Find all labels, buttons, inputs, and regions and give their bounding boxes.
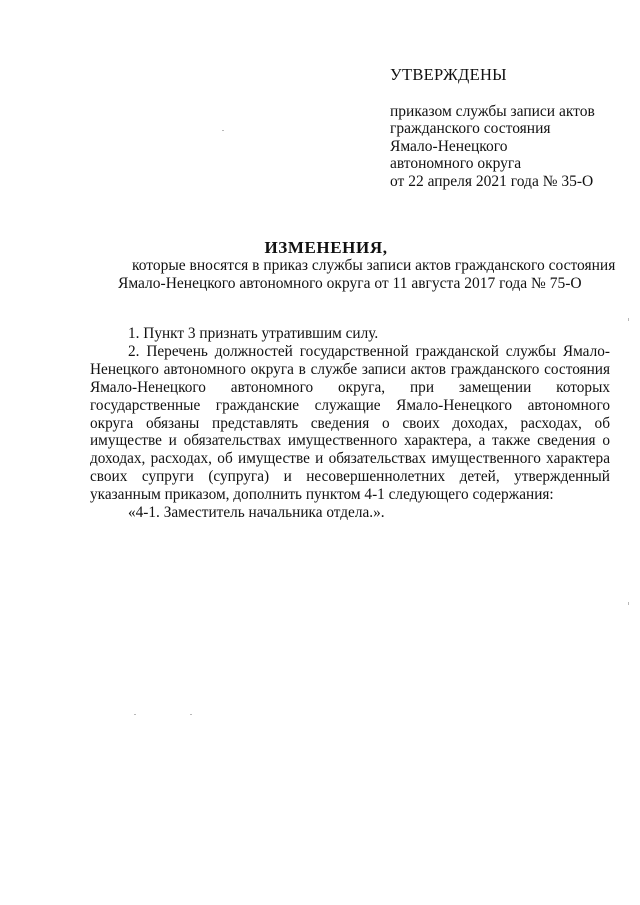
approval-block [390,66,630,190]
approval-heading: УТВЕРЖДЕНЫ [390,65,507,84]
subtitle-line: Ямало-Ненецкого автономного округа от 11 августа 2017 года № 75-О [118,275,582,292]
paragraph-item-3: «4-1. Заместитель начальника отдела.». [128,504,385,522]
document-body [90,325,610,522]
subtitle-line: которые вносятся в приказ службы записи актов гражданского состояния [132,257,616,274]
scan-speck [628,602,629,605]
approval-line: гражданского состояния [390,120,551,137]
scan-speck [134,714,136,715]
approval-line: приказом службы записи актов [390,102,595,120]
approval-line: автономного округа [390,155,522,172]
approval-line: от 22 апреля 2021 года № 35-О [390,172,594,190]
paragraph-item-2: 2. Перечень должностей государственной гражданской службы Ямало-Ненецкого автономного округа в службе записи актов гражданского состояния Ямало-Ненецкого автономного округа, при замещении которых государственные гражданские служащие Ямало-Ненецкого автономного округа обязаны представлять сведения о своих доходах, расходах, об имуществе и обязательствах имущественного характера, а также сведения о доходах, расходах, об имуществе и обязательствах имущественного характера своих супруги (супруга) и несовершеннолетних детей, утвержденный указанным приказом, дополнить пунктом 4-1 следующего содержания: [90,342,610,504]
document-subtitle [112,257,622,293]
scan-speck [222,130,224,131]
scan-speck [628,318,629,321]
paragraph-item-1: 1. Пункт 3 признать утратившим силу. [128,325,379,342]
scan-speck [190,714,192,715]
approval-line: Ямало-Ненецкого [390,137,508,155]
document-title: ИЗМЕНЕНИЯ, [264,238,388,257]
